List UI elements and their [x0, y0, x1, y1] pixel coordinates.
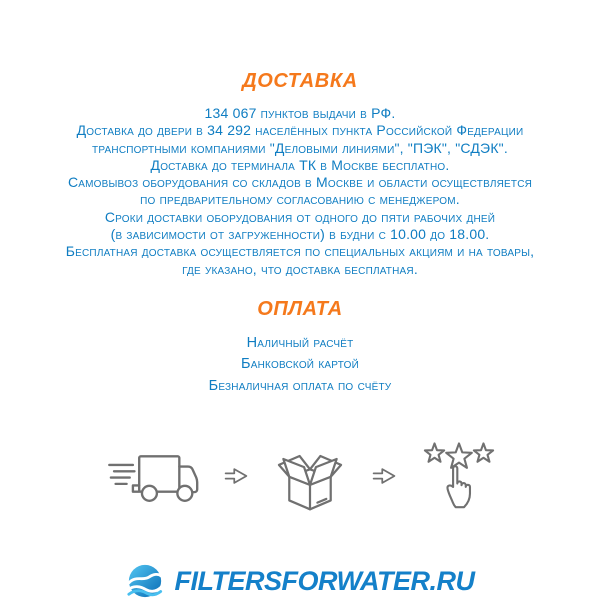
delivery-section-title: ДОСТАВКА: [242, 70, 358, 92]
delivery-text-line: Бесплатная доставка осуществляется по специальных акциям и на товары,: [65, 243, 535, 260]
payment-method: Наличный расчёт: [246, 334, 354, 351]
delivery-text-line: где указано, что доставка бесплатная.: [182, 260, 418, 277]
payment-section-title: ОПЛАТА: [257, 297, 343, 320]
payment-method: Безналичная оплата по счёту: [208, 377, 392, 394]
delivery-process-icons: [0, 435, 600, 516]
delivery-text-line: Доставка до терминала ТК в Москве бесплатно.: [150, 156, 450, 173]
fast-delivery-truck-icon: [103, 446, 199, 506]
customer-rating-stars-hand-icon: [421, 435, 497, 516]
arrow-right-icon: [371, 466, 397, 486]
delivery-text-line: Доставка до двери в 34 292 населённых пункта Российской Федерации: [76, 122, 524, 139]
delivery-text-block: [0, 105, 600, 278]
delivery-text-line: (в зависимости от загруженности) в будни с 10.00 до 18.00.: [110, 226, 490, 243]
open-box-icon: [273, 438, 347, 514]
brand-name: FILTERSFORWATER.RU: [174, 566, 475, 597]
delivery-text-line: транспортными компаниями "Деловыми линиями", "ПЭК", "СДЭК".: [92, 139, 508, 156]
delivery-text-line: Сроки доставки оборудования от одного до пяти рабочих дней: [104, 208, 496, 225]
delivery-text-line: по предварительному согласованию с менеджером.: [140, 191, 460, 208]
delivery-text-line: 134 067 пунктов выдачи в РФ.: [204, 105, 396, 121]
brand-logo[interactable]: [0, 562, 600, 600]
payment-text-block: [0, 333, 600, 398]
water-wave-globe-icon: [126, 562, 164, 600]
delivery-text-line: Самовывоз оборудования со складов в Москве и области осуществляется: [67, 174, 533, 191]
arrow-right-icon: [223, 466, 249, 486]
payment-method: Банковской картой: [241, 356, 359, 373]
